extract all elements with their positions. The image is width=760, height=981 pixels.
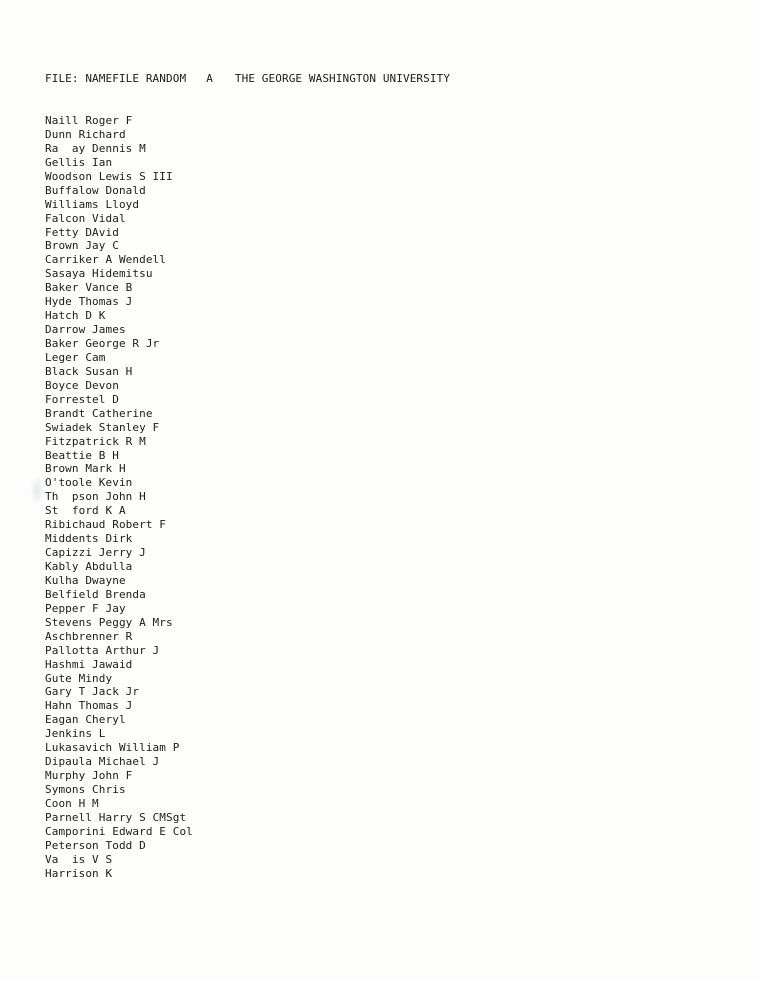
name-entry: Leger Cam [45,350,106,364]
name-entry: Falcon Vidal [45,211,126,225]
name-entry: Dunn Richard [45,127,126,141]
name-entry: Jenkins L [45,727,106,741]
name-entry: Parnell Harry S CMSgt [45,810,187,824]
name-entry: Lukasavich William P [45,741,180,755]
name-list [45,114,193,881]
name-entry: Ra ay Dennis M [45,141,146,155]
name-entry: Stevens Peggy A Mrs [45,615,173,629]
scan-smudge [30,476,44,506]
name-entry: Brown Jay C [45,239,119,253]
name-entry: Camporini Edward E Col [45,824,193,838]
name-entry: Ribichaud Robert F [45,518,167,532]
name-entry: Peterson Todd D [45,838,146,852]
name-entry: Black Susan H [45,364,133,378]
name-entry: Naill Roger F [45,114,133,127]
name-entry: Gary T Jack Jr [45,685,140,699]
name-entry: Woodson Lewis S III [45,169,173,183]
name-entry: Belfield Brenda [45,587,146,601]
name-entry: Boyce Devon [45,378,119,392]
name-entry: Brown Mark H [45,462,126,476]
name-entry: Beattie B H [45,448,119,462]
name-entry: Murphy John F [45,769,133,783]
name-entry: Gute Mindy [45,671,113,685]
name-entry: Pallotta Arthur J [45,643,160,657]
name-entry: Dipaula Michael J [45,755,160,769]
name-entry: Th pson John H [45,490,146,504]
name-entry: Kably Abdulla [45,560,133,573]
name-entry: Darrow James [45,323,126,337]
name-entry: Hatch D K [45,309,106,323]
name-entry: St ford K A [45,504,126,518]
name-entry: Capizzi Jerry J [45,546,146,560]
name-entry: Baker Vance B [45,281,133,295]
name-entry: Swiadek Stanley F [45,420,160,434]
file-label: FILE: NAMEFILE RANDOM [45,72,187,85]
name-entry: Hashmi Jawaid [45,657,133,671]
name-entry: Coon H M [45,796,99,810]
name-entry: Fetty DAvid [45,225,119,239]
name-entry: Pepper F Jay [45,601,126,615]
name-entry: Forrestel D [45,392,119,406]
name-entry: Kulha Dwayne [45,573,126,587]
name-entry: Williams Lloyd [45,197,140,211]
name-entry: Va is V S [45,852,113,866]
name-entry: Brandt Catherine [45,406,153,420]
file-header [45,72,450,85]
name-entry: Carriker A Wendell [45,253,167,267]
name-entry: Fitzpatrick R M [45,434,146,448]
name-entry: Buffalow Donald [45,183,146,197]
name-entry: Hyde Thomas J [45,295,133,309]
name-entry: Harrison K [45,866,113,880]
name-entry: Middents Dirk [45,532,133,546]
name-entry: Sasaya Hidemitsu [45,267,153,281]
section-letter: A [206,72,213,85]
name-entry: O'toole Kevin [45,476,133,490]
name-entry: Gellis Ian [45,155,113,169]
name-entry: Hahn Thomas J [45,699,133,713]
name-entry: Eagan Cheryl [45,713,126,727]
institution-name: THE GEORGE WASHINGTON UNIVERSITY [234,72,451,85]
name-entry: Symons Chris [45,783,126,796]
name-entry: Baker George R Jr [45,337,160,350]
name-entry: Aschbrenner R [45,629,133,643]
